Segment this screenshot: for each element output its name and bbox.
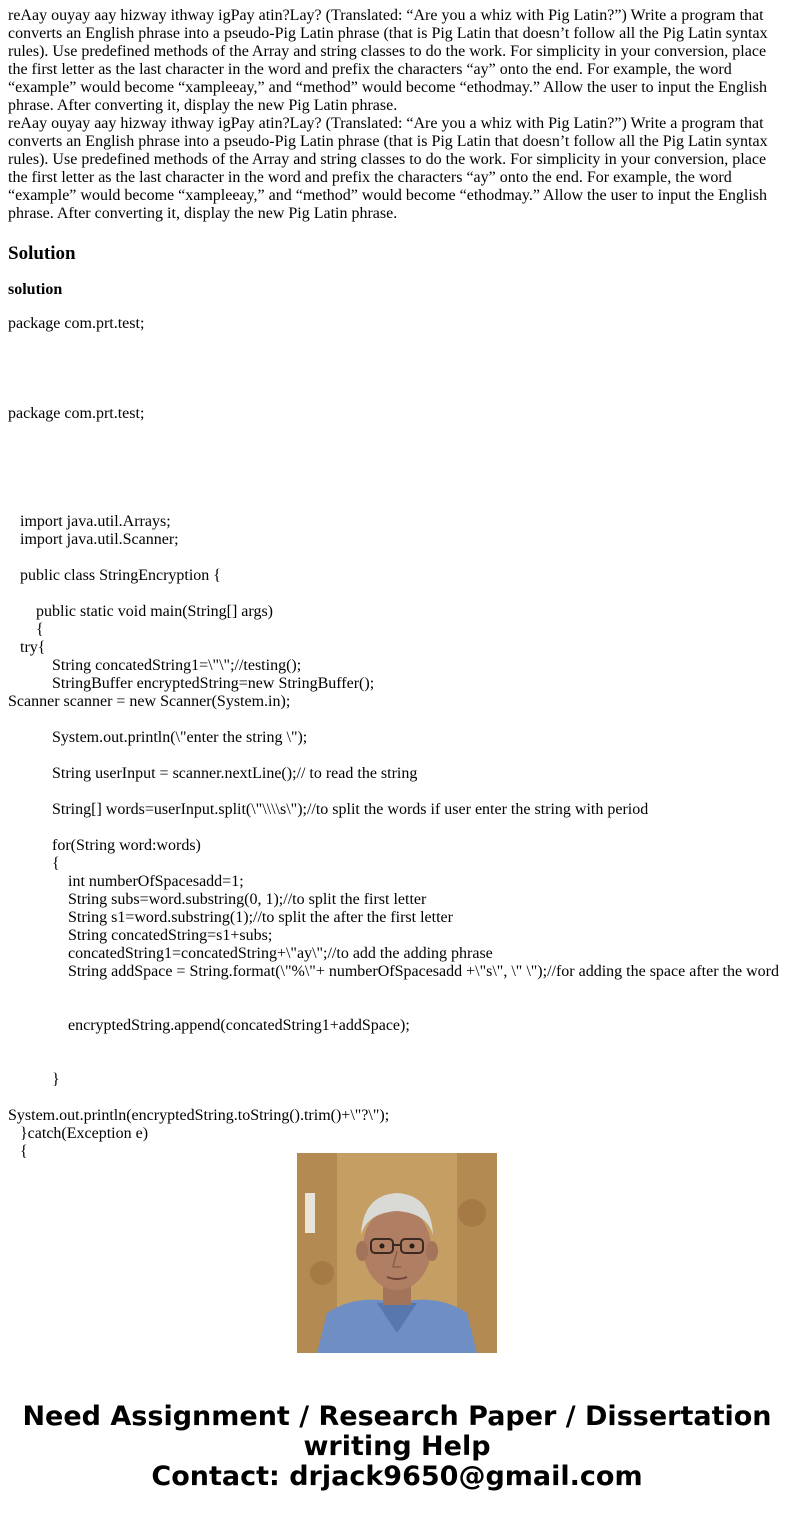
- cta-contact-email[interactable]: Contact: drjack9650@gmail.com: [151, 1461, 643, 1492]
- cta-line-1: Need Assignment / Research Paper / Dissertation: [22, 1401, 772, 1432]
- contact-banner: [0, 1402, 794, 1492]
- code-listing: package com.prt.test; package com.prt.test; import java.util.Arrays; import java.util.Scanner; public class StringEncryption { public static void main(String[] args) { try{ String concatedString1=\"\";//testing(); StringBuffer encryptedString=new StringBuffer(); Scanner scanner = new Scanner(System.in); System.out.println(\"enter the string \"); String userInput = scanner.nextLine();// to read the string String[] words=userInput.split(\"\\\\s\");//to split the words if user enter the string with period for(String word:words) { int numberOfSpacesadd=1; String subs=word.substring(0, 1);//to split the first letter String s1=word.substring(1);//to split the after the first letter String concatedString=s1+subs; concatedString1=concatedString+\"ay\";//to add the adding phrase String addSpace = String.format(\"%\"+ numberOfSpacesadd +\"s\", \" \");//for adding the space after the word encryptedString.append(concatedString1+addSpace); } System.out.println(encryptedString.toString().trim()+\"?\"); }catch(Exception e) {: [8, 315, 779, 1160]
- solution-heading: Solution: [8, 243, 76, 264]
- question-paragraph-repeat: reAay ouyay aay hizway ithway igPay atin?Lay? (Translated: “Are you a whiz with Pig Latin?”) Write a program that converts an English phrase into a pseudo-Pig Latin phrase (that is Pig Latin that doesn’t follow all the Pig Latin syntax rules). Use predefined methods of the Array and string classes to do the work. For simplicity in your conversion, place the first letter as the last character in the word and prefix the characters “ay” onto the end. For example, the word “example” would become “xampleeay,” and “method” would become “ethodmay.” Allow the user to input the English phrase. After converting it, display the new Pig Latin phrase.: [8, 115, 768, 222]
- solution-subheading: solution: [8, 281, 63, 298]
- cta-line-2: writing Help: [303, 1431, 491, 1462]
- question-paragraph: reAay ouyay aay hizway ithway igPay atin?Lay? (Translated: “Are you a whiz with Pig Latin?”) Write a program that converts an English phrase into a pseudo-Pig Latin phrase (that is Pig Latin that doesn’t follow all the Pig Latin syntax rules). Use predefined methods of the Array and string classes to do the work. For simplicity in your conversion, place the first letter as the last character in the word and prefix the characters “ay” onto the end. For example, the word “example” would become “xampleeay,” and “method” would become “ethodmay.” Allow the user to input the English phrase. After converting it, display the new Pig Latin phrase.: [8, 7, 768, 114]
- article-content: [8, 7, 786, 1160]
- author-photo-icon: [297, 1153, 497, 1353]
